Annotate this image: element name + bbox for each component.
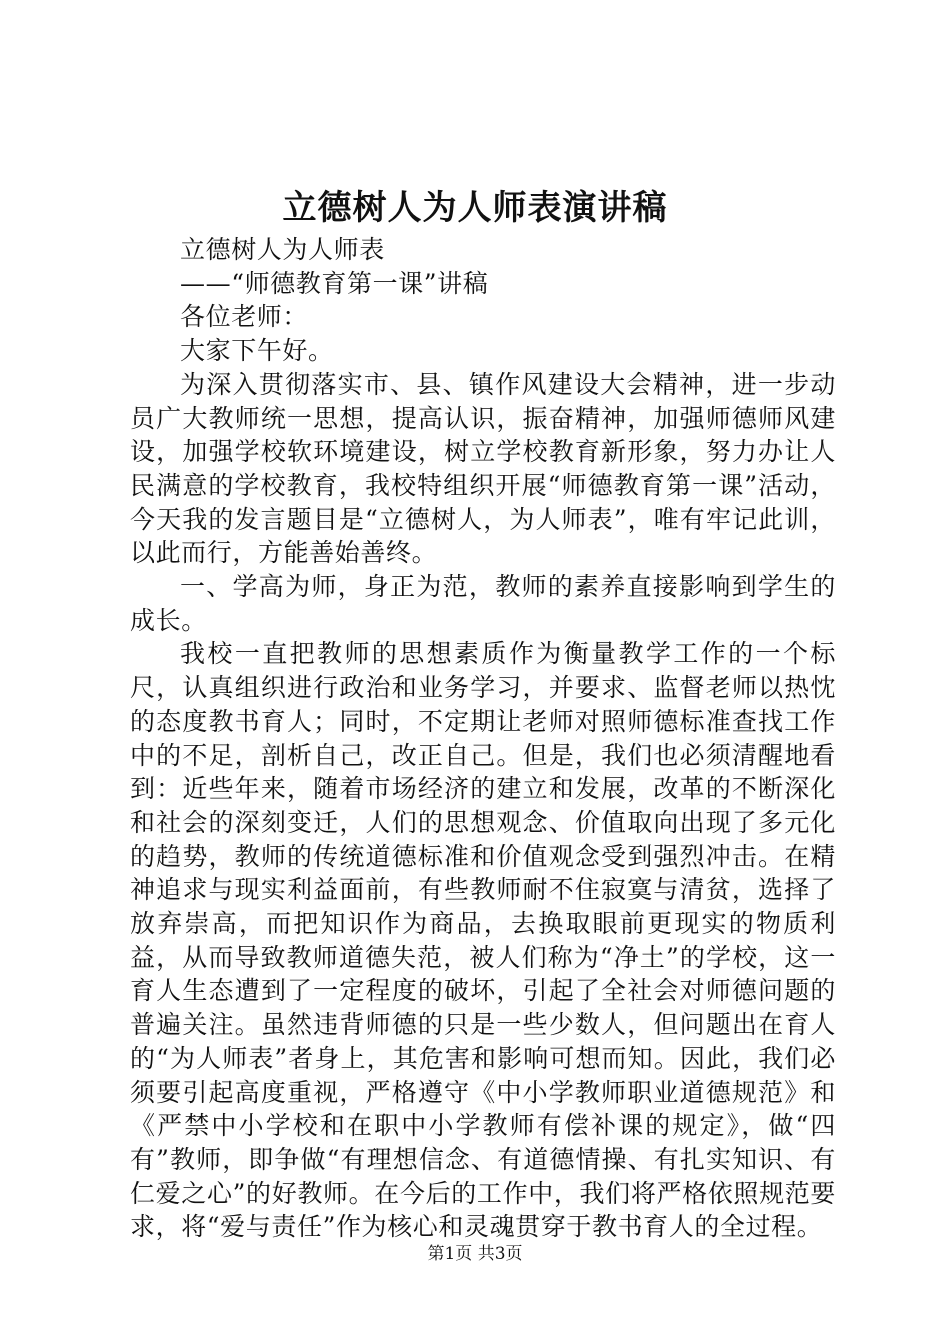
subtitle-line: 立德树人为人师表: [180, 235, 385, 264]
section-heading: 一、学高为师，身正为范，教师的素养直接影响到学生的成长。: [130, 572, 836, 635]
page-number: 第1页 共3页: [427, 1244, 523, 1264]
salutation: 各位老师：: [180, 302, 309, 332]
document-body: [130, 233, 836, 1244]
document-title: 立德树人为人师表演讲稿: [282, 188, 668, 228]
body-paragraph: 为深入贯彻落实市、县、镇作风建设大会精神，进一步动员广大教师统一思想，提高认识，振奋精神，加强师德师风建设，加强学校软环境建设，树立学校教育新形象，努力办让人民满意的学校教育，我校特组织开展“师德教育第一课”活动，今天我的发言题目是“立德树人，为人师表”，唯有牢记此训，以此而行，方能善始善终。: [130, 369, 836, 568]
subtitle-line: ——“师德教育第一课”讲稿: [180, 268, 489, 298]
body-paragraph: 我校一直把教师的思想素质作为衡量教学工作的一个标尺，认真组织进行政治和业务学习，并要求、监督老师以热忱的态度教书育人；同时，不定期让老师对照师德标准查找工作中的不足，剖析自己，改正自己。但是，我们也必须清醒地看到：近些年来，随着市场经济的建立和发展，改革的不断深化和社会的深刻变迁，人们的思想观念、价值取向出现了多元化的趋势，教师的传统道德标准和价值观念受到强烈冲击。在精神追求与现实利益面前，有些教师耐不住寂寞与清贫，选择了放弃崇高，而把知识作为商品，去换取眼前更现实的物质利益，从而导致教师道德失范，被人们称为“净土”的学校，这一育人生态遭到了一定程度的破坏，引起了全社会对师德问题的普遍关注。虽然违背师德的只是一些少数人，但问题出在育人的“为人师表”者身上，其危害和影响可想而知。因此，我们必须要引起高度重视，严格遵守《中小学教师职业道德规范》和《严禁中小学校和在职中小学教师有偿补课的规定》，做“四有”教师，即争做“有理想信念、有道德情操、有扎实知识、有仁爱之心”的好教师。在今后的工作中，我们将严格依照规范要求，将“爱与责任”作为核心和灵魂贯穿于教书育人的全过程。: [130, 639, 836, 1242]
greeting: 大家下午好。: [180, 336, 334, 366]
